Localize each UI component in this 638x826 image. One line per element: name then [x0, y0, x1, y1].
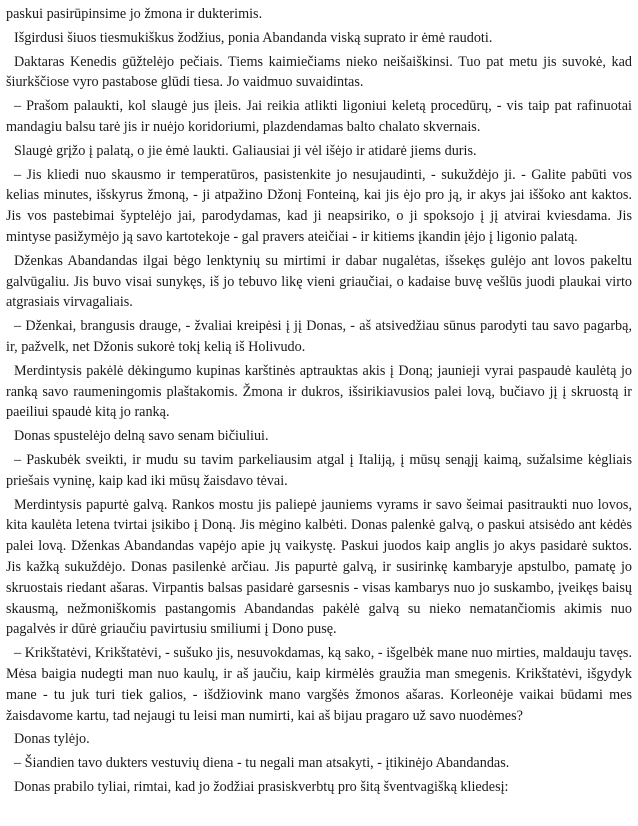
paragraph: Dženkas Abandandas ilgai bėgo lenktynių su mirtimi ir dabar nugalėtas, išsekęs gulėjo ant lovos pakeltu galvūgaliu. Jis buvo visai sunykęs, iš jo tebuvo likę vieni griaučiai, o kadaise buvę vešlūs juodi plaukai virto atgrasiais virvagaliais.: [6, 252, 632, 311]
paragraph: Merdintysis papurtė galvą. Rankos mostu jis paliepė jauniems vyrams ir savo šeimai pasitraukti nuo lovos, kita kaulėta letena tvirtai įsikibo į Doną. Jis mėgino kalbėti. Donas palenkė galvą, o paskui atsisėdo ant kėdės palei lovą. Dženkas Abandandas vapėjo apie jų vaikystę. Paskui juodos kaip anglis jo akys pasidarė suktos. Jis kažką sukuždėjo. Donas pasilenkė arčiau. Jis papurtė galvą, ir susirinkę kambaryje apstulbo, pamatę jo skruostais riedant ašaras. Virpantis balsas pasidarė garsesnis - visas kambarys nuo jo suskambo, įveikęs baisų skausmą, nežmoniškomis pastangomis Abandandas pakėlė galvą su nieko nematančiomis akimis nuo pagalvės ir dūrė griaučiu pavirtusiu smiliumi į Dono pusę.: [6, 496, 632, 638]
paragraph: Donas tylėjo.: [14, 731, 90, 748]
paragraph: Išgirdusi šiuos tiesmukiškus žodžius, ponia Abandanda viską suprato ir ėmė raudoti.: [14, 29, 493, 46]
paragraph: Merdintysis pakėlė dėkingumo kupinas karštinės aptrauktas akis į Doną; jaunieji vyrai paspaudė kaulėtą jo ranką savo raumeningomis plaštakomis. Žmona ir dukros, išsirikiavusios palei lovą, bučiavo jį į skruostą ir paeiliui spaudė kitą jo ranką.: [6, 362, 632, 421]
paragraph: Donas spustelėjo delną savo senam bičiuliui.: [14, 428, 269, 445]
paragraph: Daktaras Kenedis gūžtelėjo pečiais. Tiems kaimiečiams nieko neišaiškinsi. Tuo pat metu jis suvokė, kad šiurkščiose vyro pastabose glūdi tiesa. Jo vaidmuo suvaidintas.: [6, 53, 632, 91]
paragraph: – Dženkai, brangusis drauge, - žvaliai kreipėsi į jį Donas, - aš atsivedžiau sūnus parodyti tau savo pagarbą, ir, pažvelk, net Džonis sukorė tokį kelią iš Holivudo.: [6, 318, 632, 355]
paragraph: – Paskubėk sveikti, ir mudu su tavim parkeliausim atgal į Italiją, į mūsų senąjį kaimą, sužalsime kėgliais priešais vyninę, kaip kad iki mūsų žaisdavo tėvai.: [6, 451, 632, 489]
paragraph: – Prašom palaukti, kol slaugė jus įleis. Jai reikia atlikti ligoniui keletą procedūrų, - vis taip pat rafinuotai mandagiu balsu tarė jis ir nuėjo koridoriumi, plazdendamas balto chalato skvernais.: [6, 98, 632, 135]
document-page: [6, 4, 632, 801]
paragraph: – Jis kliedi nuo skausmo ir temperatūros, pasistenkite jo nesujaudinti, - sukuždėjo ji. - Galite pabūti vos kelias minutes, išskyrus žmoną, - ji atpažino Džonį Fonteiną, kai jis ėjo pro ją, ir akys jai iššoko ant kaktos. Jis vos pastebimai šyptelėjo jai, parodydamas, kad ji neapsiriko, o ji spoksojo į jį atvirai kviesdama. Jis mintyse pasižymėjo ją savo kartotekoje - gal pravers ateičiai - ir kitiems įkandin įėjo į ligonio palatą.: [6, 166, 632, 245]
paragraph: – Krikštatėvi, Krikštatėvi, - sušuko jis, nesuvokdamas, ką sako, - išgelbėk mane nuo mirties, maldauju tavęs. Mėsa baigia nudegti man nuo kaulų, ir aš jaučiu, kaip kirmėlės graužia man smegenis. Krikštatėvi, išgydyk mane - tu juk turi tiek galios, - išdžiovink mano vargšės žmonos ašaras. Korleonėje vaikai būdami mes žaisdavome kartu, tad nejaugi tu leisi man numirti, kai aš bijau pragaro už savo nuodėmes?: [6, 645, 632, 724]
paragraph: Slaugė grįžo į palatą, o jie ėmė laukti. Galiausiai ji vėl išėjo ir atidarė jiems duris.: [14, 142, 477, 159]
paragraph: Donas prabilo tyliai, rimtai, kad jo žodžiai prasiskverbtų pro šitą šventvagišką kliedesį:: [14, 778, 509, 795]
paragraph: – Šiandien tavo dukters vestuvių diena - tu negali man atsakyti, - įtikinėjo Abandandas.: [14, 755, 510, 772]
paragraph: paskui pasirūpinsime jo žmona ir dukterimis.: [6, 6, 263, 22]
